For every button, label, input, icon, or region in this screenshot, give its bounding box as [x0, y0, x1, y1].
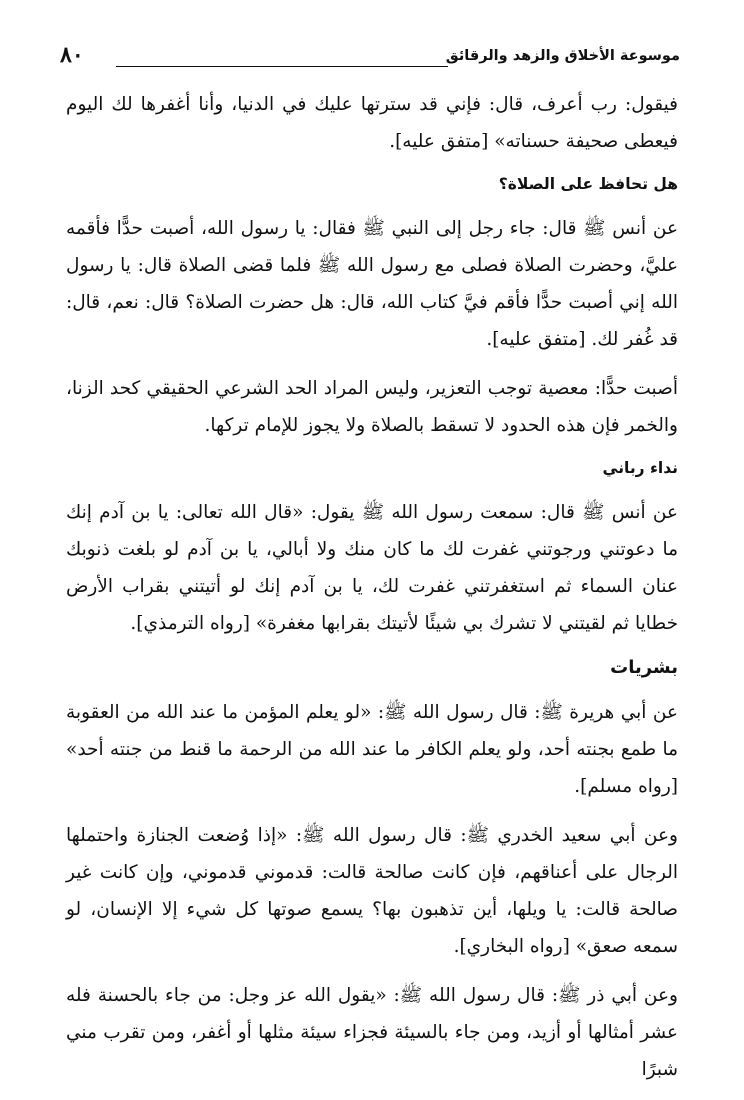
section-heading-prayer: هل تحافظ على الصلاة؟ [498, 175, 678, 193]
page-body [66, 86, 678, 1100]
page-header [60, 40, 680, 74]
paragraph-hadith-anas-prayer: عن أنس ﷺ قال: جاء رجل إلى النبي ﷺ فقال: يا رسول الله، أصبت حدًّا فأقمه عليَّ، وحضرت الصلاة فصلى مع رسول الله ﷺ فلما قضى الصلاة قال: يا رسول الله إني أصبت حدًّا فأقم فيَّ كتاب الله، قال: هل حضرت الصلاة؟ قال: نعم، قال: قد غُفر لك. [متفق عليه]. [66, 218, 678, 350]
paragraph-hadith-abu-hurairah: عن أبي هريرة ﷺ: قال رسول الله ﷺ: «لو يعلم المؤمن ما عند الله من العقوبة ما طمع بجنته أحد، ولو يعلم الكافر ما عند الله من الرحمة ما قنط من جنته أحد» [رواه مسلم]. [66, 702, 678, 797]
paragraph-continuation: فيقول: رب أعرف، قال: فإني قد سترتها عليك في الدنيا، وأنا أغفرها لك اليوم فيعطى صحيفة حسناته» [متفق عليه]. [66, 94, 678, 152]
paragraph-explanation: أصبت حدًّا: معصية توجب التعزير، وليس المراد الحد الشرعي الحقيقي كحد الزنا، والخمر فإن هذه الحدود لا تسقط بالصلاة ولا يجوز للإمام تركها. [66, 378, 678, 436]
section-heading-divine-call: نداء رباني [602, 459, 678, 477]
paragraph-hadith-abu-saeed: وعن أبي سعيد الخدري ﷺ: قال رسول الله ﷺ: «إذا وُضعت الجنازة واحتملها الرجال على أعناقهم، فإن كانت صالحة قالت: قدموني قدموني، وإن كانت غير صالحة قالت: يا ويلها، أين تذهبون بها؟ يسمع صوتها كل شيء إلا الإنسان، لو سمعه صعق» [رواه البخاري]. [66, 825, 678, 957]
paragraph-hadith-abu-dharr: وعن أبي ذر ﷺ: قال رسول الله ﷺ: «يقول الله عز وجل: من جاء بالحسنة فله عشر أمثالها أو أزيد، ومن جاء بالسيئة فجزاء سيئة مثلها أو أغفر، ومن تقرب مني شبرًا [66, 985, 678, 1080]
paragraph-hadith-anas-forgiveness: عن أنس ﷺ قال: سمعت رسول الله ﷺ يقول: «قال الله تعالى: يا بن آدم إنك ما دعوتني ورجوتني غفرت لك ما كان منك ولا أبالي، يا بن آدم لو بلغت ذنوبك عنان السماء ثم استغفرتني غفرت لك، يا بن آدم إنك لو أتيتني بقراب الأرض خطايا ثم لقيتني لا تشرك بي شيئًا لأتيتك بقرابها مغفرة» [رواه الترمذي]. [66, 502, 678, 634]
page-number: ٨٠ [60, 42, 84, 68]
book-title: موسوعة الأخلاق والزهد والرقائق [445, 48, 680, 64]
section-heading-glad-tidings: بشريات [610, 657, 678, 678]
header-rule [116, 66, 448, 67]
